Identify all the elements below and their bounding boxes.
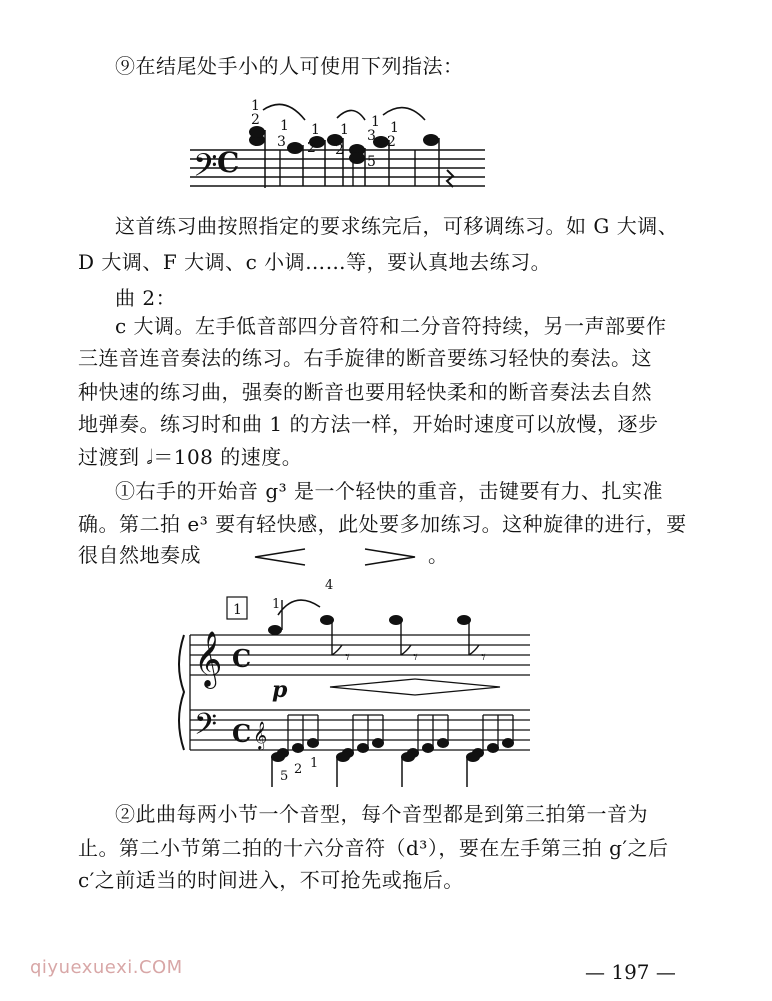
svg-text:1: 1 (280, 118, 289, 134)
svg-text:2: 2 (251, 112, 260, 128)
page-number: — 197 — (585, 960, 676, 984)
period: 。 (428, 543, 449, 567)
svg-text:𝄾: 𝄾 (481, 647, 486, 668)
text-line-13: ②此曲每两小节一个音型，每个音型都是到第三拍第一音为 (115, 802, 648, 826)
svg-text:𝄞: 𝄞 (194, 631, 223, 687)
section-heading: 曲 2： (115, 286, 177, 310)
svg-text:𝄞: 𝄞 (253, 721, 268, 749)
svg-text:3: 3 (277, 134, 286, 150)
svg-text:1: 1 (311, 122, 320, 138)
hairpins (250, 545, 430, 569)
svg-text:3: 3 (367, 128, 376, 144)
svg-text:1: 1 (390, 120, 399, 136)
svg-text:1: 1 (233, 602, 242, 618)
svg-text:𝄾: 𝄾 (413, 647, 418, 668)
text-line-1: ⑨在结尾处手小的人可使用下列指法： (115, 54, 464, 78)
svg-text:4: 4 (325, 578, 334, 593)
svg-text:1: 1 (371, 114, 380, 130)
svg-text:𝄢: 𝄢 (193, 147, 218, 191)
text-line-8: 地弹奏。练习时和曲 1 的方法一样，开始时速度可以放慢，逐步 (78, 412, 659, 436)
svg-text:C: C (217, 146, 240, 179)
svg-text:2: 2 (307, 140, 316, 156)
svg-text:2: 2 (294, 762, 303, 777)
svg-text:1: 1 (310, 756, 319, 771)
svg-text:1: 1 (340, 122, 349, 138)
svg-text:2: 2 (387, 134, 396, 150)
svg-text:C: C (232, 719, 252, 748)
svg-text:𝄾: 𝄾 (345, 647, 350, 668)
svg-text:5: 5 (280, 769, 289, 784)
svg-text:5: 5 (367, 154, 376, 170)
svg-text:C: C (232, 644, 252, 673)
site-watermark: qiyuexuexi.COM (30, 957, 183, 978)
svg-text:2: 2 (335, 142, 344, 158)
text-line-7: 种快速的练习曲，强奏的断音也要用轻快柔和的断音奏法去自然 (78, 380, 652, 404)
text-line-14: 止。第二小节第二拍的十六分音符（d³），要在左手第三拍 g′之后 (78, 836, 669, 860)
music-example-fingering (185, 90, 495, 200)
text-line-9: 过渡到 𝅗𝅥＝108 的速度。 (78, 445, 303, 469)
svg-text:1: 1 (251, 98, 260, 114)
text-line-2: 这首练习曲按照指定的要求练完后，可移调练习。如 G 大调、 (115, 214, 679, 238)
music-example-grand-staff (170, 575, 550, 790)
text-line-12: 很自然地奏成 (78, 543, 201, 567)
svg-text:p: p (272, 677, 288, 703)
text-line-5: c 大调。左手低音部四分音符和二分音符持续，另一声部要作 (115, 314, 667, 338)
svg-text:1: 1 (272, 597, 281, 612)
text-line-15: c′之前适当的时间进入，不可抢先或拖后。 (78, 868, 464, 892)
svg-text:𝄢: 𝄢 (194, 708, 218, 749)
text-line-6: 三连音连音奏法的练习。右手旋律的断音要练习轻快的奏法。这 (78, 346, 652, 370)
text-line-3: D 大调、F 大调、c 小调……等，要认真地去练习。 (78, 250, 552, 274)
text-line-11: 确。第二拍 e³ 要有轻快感，此处要多加练习。这种旋律的进行，要 (78, 512, 687, 536)
text-line-10: ①右手的开始音 g³ 是一个轻快的重音，击键要有力、扎实准 (115, 479, 664, 503)
